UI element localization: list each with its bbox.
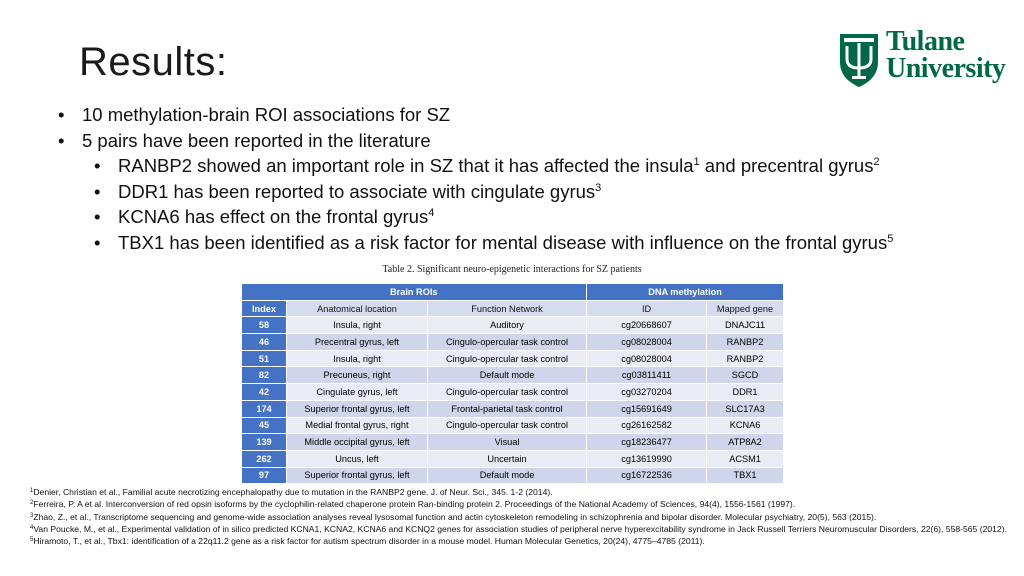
cell-mapped-gene: ACSM1 [707, 450, 784, 467]
cell-index: 51 [242, 350, 287, 367]
slide-title: Results: [79, 40, 228, 84]
bullet-item: • 10 methylation-brain ROI associations for SZ [58, 102, 893, 128]
cell-index: 42 [242, 384, 287, 401]
table-row [242, 467, 784, 484]
table-body [242, 317, 784, 484]
group-header-dna-methylation: DNA methylation [587, 284, 784, 300]
cell-methylation-id: cg18236477 [587, 434, 707, 451]
sub-bullet-item: • RANBP2 showed an important role in SZ that it has affected the insula$^1$ and precentral gyrus$^2$ [58, 153, 893, 179]
cell-anatomical-location: Superior frontal gyrus, left [287, 400, 428, 417]
cell-anatomical-location: Cingulate gyrus, left [287, 384, 428, 401]
cell-anatomical-location: Insula, right [287, 317, 428, 334]
cell-mapped-gene: KCNA6 [707, 417, 784, 434]
cell-function-network: Visual [428, 434, 587, 451]
cell-function-network: Auditory [428, 317, 587, 334]
cell-mapped-gene: DDR1 [707, 384, 784, 401]
sub-bullet-item: • DDR1 has been reported to associate with cingulate gyrus$^3$ [58, 179, 893, 205]
tulane-university-logo [838, 28, 1024, 96]
table-row [242, 434, 784, 451]
cell-mapped-gene: TBX1 [707, 467, 784, 484]
column-header-row [242, 300, 784, 317]
cell-function-network: Cingulo-opercular task control [428, 350, 587, 367]
cell-function-network: Cingulo-opercular task control [428, 417, 587, 434]
cell-index: 139 [242, 434, 287, 451]
sub-bullet-item: • KCNA6 has effect on the frontal gyrus$^4$ [58, 204, 893, 230]
table-row [242, 334, 784, 351]
bullet-item: • 5 pairs have been reported in the literature [58, 128, 893, 154]
reference-item: $^2$Ferreira, P. A et al. Interconversion of red opsin isoforms by the cyclophilin-related chaperone protein Ran-binding protein 2. Proceedings of the National Academy of Sciences, 94(4), 1556-1561 (1997). [30, 499, 796, 510]
cell-function-network: Default mode [428, 367, 587, 384]
column-header-function-network: Function Network [428, 300, 587, 317]
group-header-row [242, 284, 784, 300]
cell-methylation-id: cg20668607 [587, 317, 707, 334]
reference-item: $^4$Van Poucke, M., et al., Experimental validation of in silico predicted KCNA1, KCNA2, KCNA6 and KCNQ2 genes for association studies of peripheral nerve hyperexcitability syndrome in Jack Russell Terriers Neuromuscular Disorders, 22(6), 558-565 (2012). [30, 523, 1007, 534]
cell-function-network: Cingulo-opercular task control [428, 384, 587, 401]
cell-mapped-gene: RANBP2 [707, 334, 784, 351]
references [30, 486, 1015, 547]
cell-index: 97 [242, 467, 287, 484]
group-header-brain-rois: Brain ROIs [242, 284, 587, 300]
column-header-index: Index [242, 300, 287, 317]
cell-methylation-id: cg26162582 [587, 417, 707, 434]
logo-line-1: Tulane [886, 26, 965, 57]
reference-item: $^1$Denier, Christian et al., Familial acute necrotizing encephalopathy due to mutation in the RANBP2 gene. J. of Neur. Sci., 345. 1-2 (2014). [30, 487, 553, 497]
reference-item: $^5$Hiramoto, T., et al., Tbx1: identification of a 22q11.2 gene as a risk factor for autism spectrum disorder in a mouse model. Human Molecular Genetics, 20(24), 4775–4785 (2011). [30, 536, 705, 547]
cell-methylation-id: cg08028004 [587, 350, 707, 367]
cell-anatomical-location: Insula, right [287, 350, 428, 367]
table-row [242, 400, 784, 417]
table-row [242, 367, 784, 384]
cell-function-network: Frontal-parietal task control [428, 400, 587, 417]
cell-function-network: Uncertain [428, 450, 587, 467]
logo-line-2: University [886, 53, 1006, 84]
table-row [242, 417, 784, 434]
sub-bullet-item: • TBX1 has been identified as a risk factor for mental disease with influence on the frontal gyrus$^5$ [58, 230, 893, 256]
cell-anatomical-location: Superior frontal gyrus, left [287, 467, 428, 484]
column-header-id: ID [587, 300, 707, 317]
cell-index: 46 [242, 334, 287, 351]
bullet-list [58, 102, 893, 255]
table-row [242, 350, 784, 367]
cell-methylation-id: cg13619990 [587, 450, 707, 467]
cell-methylation-id: cg03811411 [587, 367, 707, 384]
logo-wordmark [886, 28, 1005, 82]
reference-item: $^3$Zhao, Z., et al., Transcriptome sequencing and genome-wide association analyses reveal lysosomal function and actin cytoskeleton remodeling in schizophrenia and bipolar disorder. Molecular psychiatry, 20(5), 563 (2015). [30, 511, 877, 522]
table-row [242, 450, 784, 467]
cell-index: 58 [242, 317, 287, 334]
cell-mapped-gene: ATP8A2 [707, 434, 784, 451]
cell-mapped-gene: RANBP2 [707, 350, 784, 367]
cell-mapped-gene: DNAJC11 [707, 317, 784, 334]
cell-index: 45 [242, 417, 287, 434]
cell-anatomical-location: Precuneus, right [287, 367, 428, 384]
cell-index: 262 [242, 450, 287, 467]
cell-methylation-id: cg16722536 [587, 467, 707, 484]
cell-methylation-id: cg15691649 [587, 400, 707, 417]
table-row [242, 384, 784, 401]
cell-anatomical-location: Middle occipital gyrus, left [287, 434, 428, 451]
cell-index: 82 [242, 367, 287, 384]
table-caption: Table 2. Significant neuro-epigenetic interactions for SZ patients [382, 264, 642, 275]
cell-index: 174 [242, 400, 287, 417]
cell-anatomical-location: Uncus, left [287, 450, 428, 467]
cell-methylation-id: cg03270204 [587, 384, 707, 401]
column-header-mapped-gene: Mapped gene [707, 300, 784, 317]
column-header-anatomical-location: Anatomical location [287, 300, 428, 317]
cell-function-network: Default mode [428, 467, 587, 484]
table-row [242, 317, 784, 334]
cell-mapped-gene: SLC17A3 [707, 400, 784, 417]
results-table [241, 284, 784, 484]
cell-methylation-id: cg08028004 [587, 334, 707, 351]
cell-mapped-gene: SGCD [707, 367, 784, 384]
shield-icon [838, 32, 880, 88]
cell-anatomical-location: Medial frontal gyrus, right [287, 417, 428, 434]
cell-anatomical-location: Precentral gyrus, left [287, 334, 428, 351]
cell-function-network: Cingulo-opercular task control [428, 334, 587, 351]
